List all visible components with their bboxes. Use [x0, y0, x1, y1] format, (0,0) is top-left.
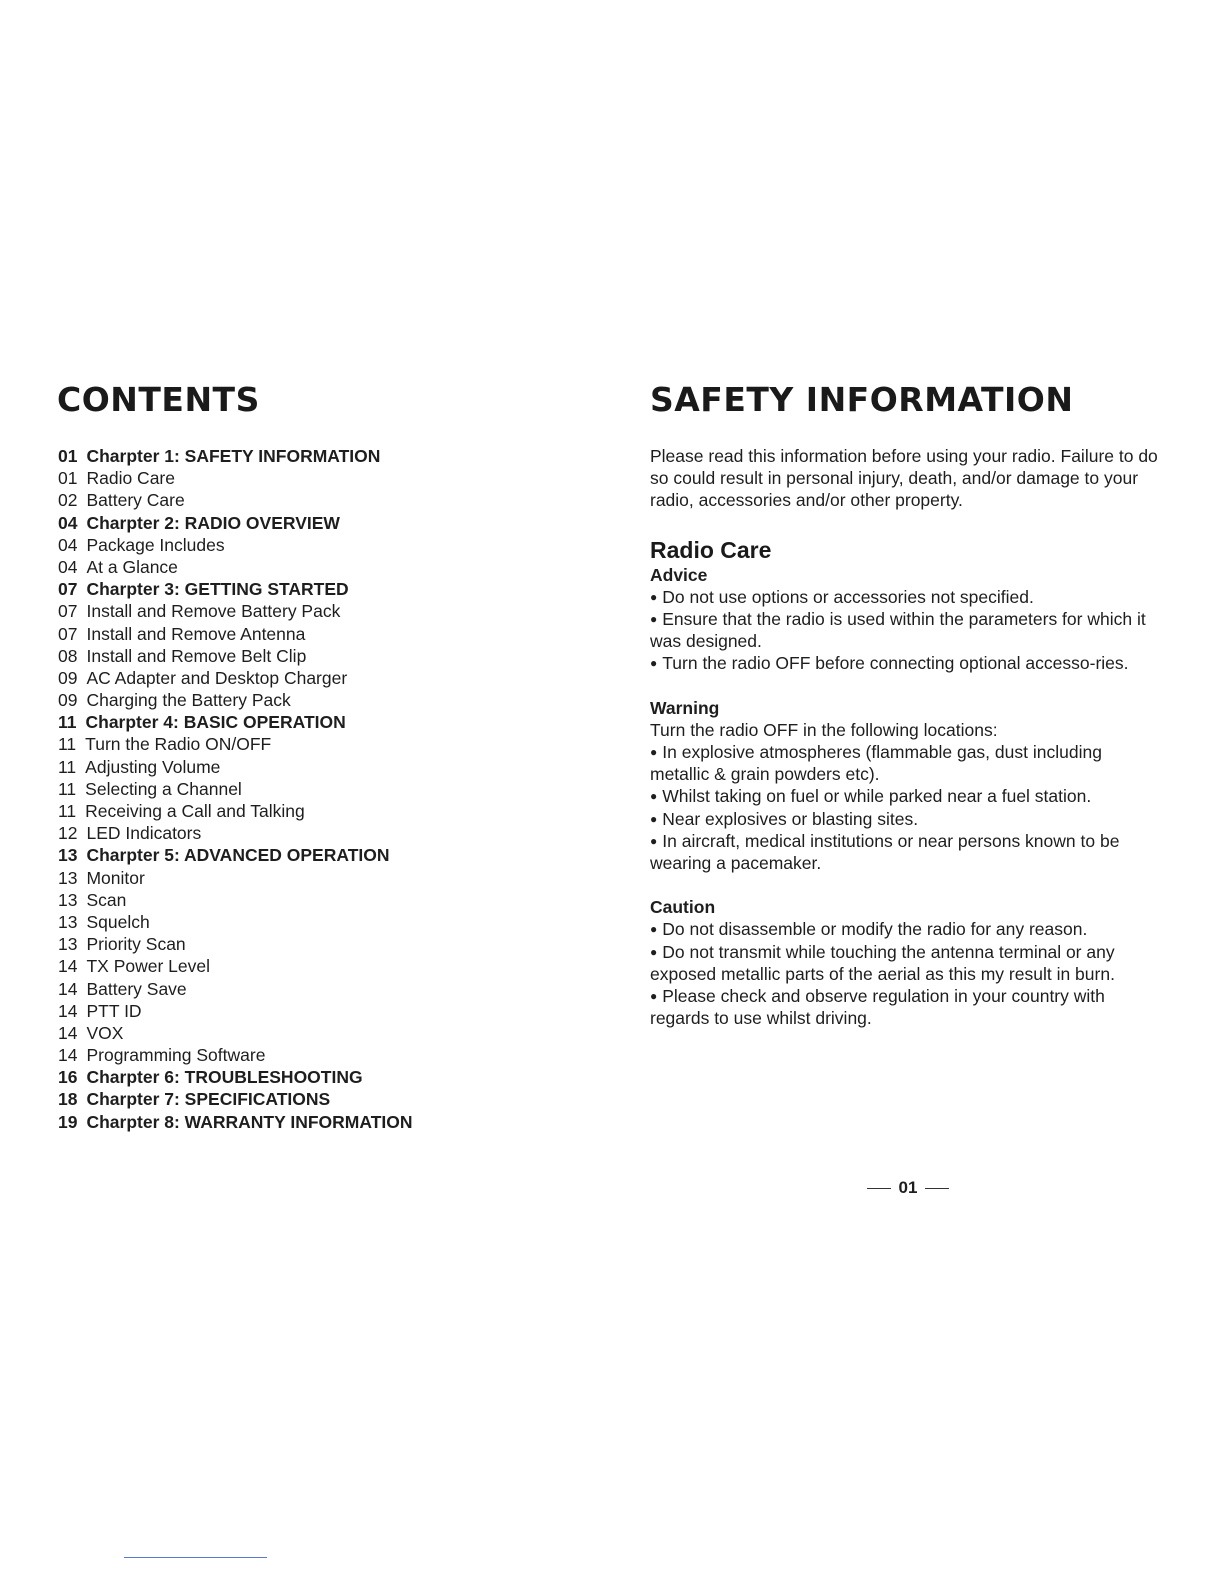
contents-entry-label: TX Power Level	[86, 956, 210, 977]
contents-entry	[58, 534, 578, 556]
contents-page-number: 11	[58, 778, 77, 799]
contents-chapter-entry	[58, 512, 578, 534]
contents-entry-label: VOX	[86, 1022, 124, 1043]
warning-heading: Warning	[650, 697, 720, 718]
contents-entry	[58, 978, 578, 1000]
contents-page-number: 09	[58, 690, 78, 711]
safety-information-title: SAFETY INFORMATION	[650, 380, 1074, 419]
caution-item: ● Please check and observe regulation in your country with regards to use whilst driving.	[650, 986, 1105, 1029]
contents-page-number: 13	[58, 867, 78, 888]
bullet-icon: ●	[650, 922, 658, 937]
advice-section	[650, 564, 1160, 675]
contents-page-number: 14	[58, 1022, 78, 1043]
contents-entry	[58, 867, 578, 889]
caution-item: ● Do not transmit while touching the antenna terminal or any exposed metallic parts of the aerial as this my result in burn.	[650, 941, 1115, 984]
bullet-icon: ●	[650, 612, 658, 627]
advice-item: ● Turn the radio OFF before connecting optional accesso-ries.	[650, 653, 1129, 674]
contents-entry-label: Install and Remove Belt Clip	[86, 645, 307, 666]
contents-entry-label: Install and Remove Battery Pack	[86, 601, 341, 622]
contents-entry-label: At a Glance	[86, 556, 178, 577]
advice-heading: Advice	[650, 564, 708, 585]
page-number-dash-left	[867, 1188, 891, 1190]
contents-entry-label: Charpter 3: GETTING STARTED	[86, 579, 349, 600]
contents-chapter-entry	[58, 1066, 578, 1088]
page-number-dash-right	[925, 1188, 949, 1190]
safety-information-body	[650, 445, 1160, 1051]
contents-entry-label: Package Includes	[86, 534, 225, 555]
contents-entry	[58, 667, 578, 689]
contents-title: CONTENTS	[57, 380, 260, 419]
contents-entry	[58, 933, 578, 955]
contents-entry-label: Priority Scan	[86, 934, 186, 955]
page-number	[850, 1176, 966, 1200]
contents-entry	[58, 1000, 578, 1022]
contents-entry-label: Charpter 5: ADVANCED OPERATION	[86, 845, 390, 866]
warning-item: ● In explosive atmospheres (flammable gas, dust including metallic & grain powders etc).	[650, 742, 1102, 785]
contents-page-number: 01	[58, 446, 78, 466]
contents-page-number: 19	[58, 1111, 78, 1132]
contents-entry	[58, 1022, 578, 1044]
contents-entry	[58, 778, 578, 800]
contents-page-number: 12	[58, 823, 78, 844]
contents-chapter-entry	[58, 711, 578, 733]
contents-entry-label: Receiving a Call and Talking	[85, 801, 305, 821]
bullet-icon: ●	[650, 833, 658, 848]
contents-page-number: 11	[58, 734, 77, 755]
bullet-icon: ●	[650, 589, 658, 604]
contents-entry-label: Charpter 6: TROUBLESHOOTING	[86, 1067, 363, 1088]
contents-page-number: 04	[58, 556, 78, 577]
contents-entry-label: Scan	[86, 889, 127, 910]
contents-entry-label: Selecting a Channel	[85, 778, 242, 799]
contents-chapter-entry	[58, 445, 578, 467]
contents-entry-label: Charpter 4: BASIC OPERATION	[85, 712, 346, 733]
contents-entry	[58, 889, 578, 911]
contents-page-number: 13	[58, 845, 78, 866]
contents-page-number: 09	[58, 667, 78, 688]
contents-page-number: 02	[58, 490, 78, 511]
contents-entry-label: Install and Remove Antenna	[86, 623, 306, 644]
contents-page-number: 07	[58, 579, 78, 600]
contents-entry-label: Charpter 7: SPECIFICATIONS	[86, 1089, 331, 1110]
contents-entry	[58, 623, 578, 645]
contents-entry-label: AC Adapter and Desktop Charger	[86, 667, 348, 688]
contents-entry	[58, 955, 578, 977]
radio-care-heading: Radio Care	[650, 536, 772, 563]
contents-entry-label: PTT ID	[86, 1000, 142, 1021]
contents-chapter-entry	[58, 578, 578, 600]
contents-page-number: 13	[58, 934, 78, 955]
caution-list	[650, 918, 1160, 1029]
contents-entry-label: Battery Save	[86, 978, 187, 999]
contents-page-number: 08	[58, 645, 78, 666]
contents-entry-label: Turn the Radio ON/OFF	[85, 734, 272, 755]
contents-page-number: 11	[58, 801, 77, 821]
footer-rule	[124, 1557, 267, 1558]
contents-chapter-entry	[58, 844, 578, 866]
contents-page-number: 18	[58, 1089, 78, 1110]
contents-entry	[58, 467, 578, 489]
contents-entry-label: Programming Software	[86, 1045, 266, 1066]
advice-item: ● Ensure that the radio is used within the parameters for which it was designed.	[650, 609, 1146, 652]
contents-entry	[58, 489, 578, 511]
advice-list	[650, 586, 1160, 675]
contents-page-number: 16	[58, 1067, 78, 1088]
contents-chapter-entry	[58, 1111, 578, 1133]
warning-item: ● Near explosives or blasting sites.	[650, 808, 919, 829]
bullet-icon: ●	[650, 989, 658, 1004]
contents-entry-label: Charpter 2: RADIO OVERVIEW	[86, 512, 340, 533]
contents-page-number: 01	[58, 468, 78, 489]
warning-lead: Turn the radio OFF in the following locations:	[650, 719, 998, 740]
warning-item: ● Whilst taking on fuel or while parked near a fuel station.	[650, 786, 1092, 807]
contents-entry	[58, 800, 578, 822]
contents-page-number: 07	[58, 601, 78, 622]
contents-entry	[58, 1044, 578, 1066]
contents-entry-label: Charging the Battery Pack	[86, 690, 291, 711]
contents-entry-label: Battery Care	[86, 490, 185, 511]
contents-entry	[58, 911, 578, 933]
contents-entry-label: Adjusting Volume	[85, 756, 221, 777]
page-number-value: 01	[898, 1178, 918, 1197]
contents-page-number: 07	[58, 623, 78, 644]
warning-section	[650, 697, 1160, 875]
contents-page-number: 14	[58, 1000, 78, 1021]
bullet-icon: ●	[650, 789, 658, 804]
advice-item: ● Do not use options or accessories not specified.	[650, 586, 1034, 607]
contents-entry	[58, 645, 578, 667]
caution-item: ● Do not disassemble or modify the radio for any reason.	[650, 919, 1088, 940]
contents-page-number: 13	[58, 889, 78, 910]
contents-page-number: 11	[58, 712, 77, 733]
contents-entry-label: Charpter 8: WARRANTY INFORMATION	[86, 1111, 413, 1132]
contents-entry	[58, 556, 578, 578]
caution-section	[650, 896, 1160, 1029]
contents-entry-label: Charpter 1: SAFETY INFORMATION	[86, 446, 381, 466]
contents-page-number: 04	[58, 534, 78, 555]
contents-page-number: 14	[58, 956, 78, 977]
bullet-icon: ●	[650, 811, 658, 826]
contents-entry-label: LED Indicators	[86, 823, 202, 844]
warning-item: ● In aircraft, medical institutions or near persons known to be wearing a pacemaker.	[650, 830, 1120, 874]
contents-entry	[58, 822, 578, 844]
contents-page-number: 13	[58, 911, 78, 932]
contents-entry	[58, 733, 578, 755]
contents-page-number: 04	[58, 512, 78, 533]
contents-entry-label: Radio Care	[86, 468, 175, 489]
contents-page-number: 11	[58, 756, 77, 777]
safety-intro-paragraph: Please read this information before using your radio. Failure to do so could result in personal injury, death, and/or damage to your radio, accessories and/or other property.	[650, 446, 1158, 511]
contents-entry-label: Monitor	[86, 867, 145, 888]
bullet-icon: ●	[650, 745, 658, 760]
contents-page-number: 14	[58, 978, 78, 999]
caution-heading: Caution	[650, 897, 716, 918]
warning-list	[650, 741, 1160, 874]
contents-entry	[58, 689, 578, 711]
contents-list	[58, 445, 578, 1133]
contents-entry	[58, 600, 578, 622]
contents-entry	[58, 756, 578, 778]
bullet-icon: ●	[650, 944, 658, 959]
contents-entry-label: Squelch	[86, 911, 150, 932]
bullet-icon: ●	[650, 656, 658, 671]
contents-page-number: 14	[58, 1045, 78, 1066]
contents-chapter-entry	[58, 1088, 578, 1110]
